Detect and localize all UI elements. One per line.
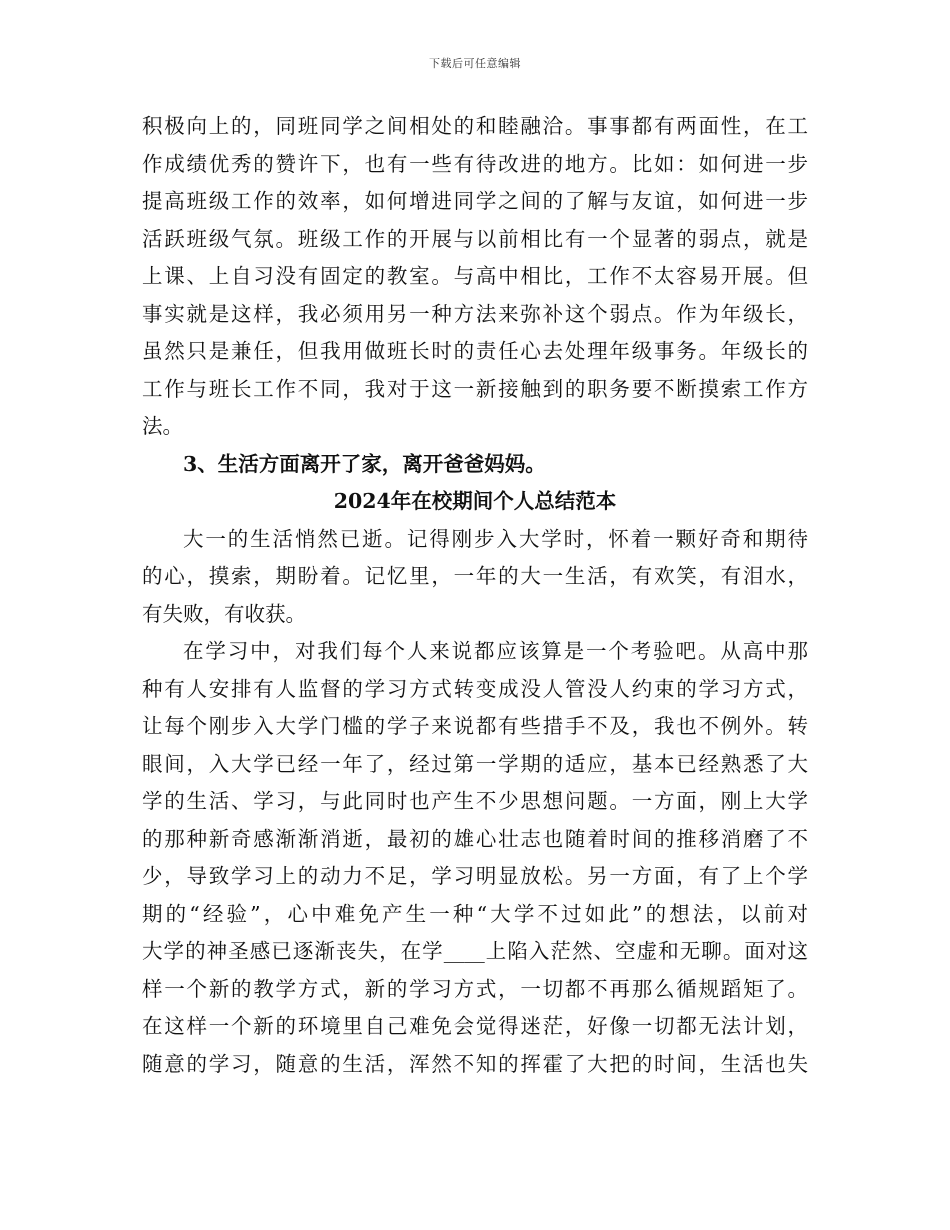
text-line: 期的“经验”，心中难免产生一种“大学不过如此”的想法，以前对 [142,901,808,926]
document-body [142,108,808,1083]
text-line: 法。 [142,414,183,438]
text-line: 的心，摸索，期盼着。记忆里，一年的大一生活，有欢笑，有泪水， [142,564,808,588]
text-line: 作成绩优秀的赞许下，也有一些有待改进的地方。比如：如何进一步 [142,151,808,176]
text-line: 大一的生活悄然已逝。记得刚步入大学时，怀着一颗好奇和期待 [183,526,808,551]
text-line: 少，导致学习上的动力不足，学习明显放松。另一方面，有了上个学 [142,864,808,888]
text-line: 3、生活方面离开了家，离开爸爸妈妈。 [183,451,546,476]
text-line: 工作与班长工作不同，我对于这一新接触到的职务要不断摸索工作方 [142,376,808,401]
text-line: 样一个新的教学方式，新的学习方式，一切都不再那么循规蹈矩了。 [142,976,808,1001]
text-line: 有失败，有收获。 [142,601,306,626]
text-line: 在学习中，对我们每个人来说都应该算是一个考验吧。从高中那 [183,639,808,663]
text-line: 学的生活、学习，与此同时也产生不少思想问题。一方面，刚上大学 [142,789,808,813]
text-line: 大学的神圣感已逐渐丧失，在学____上陷入茫然、空虚和无聊。面对这 [142,939,808,963]
text-line: 种有人安排有人监督的学习方式转变成没人管没人约束的学习方式， [142,676,808,701]
text-line: 虽然只是兼任，但我用做班长时的责任心去处理年级事务。年级长的 [142,339,808,363]
text-line: 提高班级工作的效率，如何增进同学之间的了解与友谊，如何进一步 [142,189,808,213]
text-line: 在这样一个新的环境里自己难免会觉得迷茫，好像一切都无法计划， [142,1014,808,1038]
text-line: 上课、上自习没有固定的教室。与高中相比，工作不太容易开展。但 [142,264,808,288]
text-line: 随意的学习，随意的生活，浑然不知的挥霍了大把的时间，生活也失 [142,1051,808,1076]
text-line: 活跃班级气氛。班级工作的开展与以前相比有一个显著的弱点，就是 [142,226,808,251]
text-line: 的那种新奇感渐渐消逝，最初的雄心壮志也随着时间的推移消磨了不 [142,826,808,851]
text-line: 积极向上的，同班同学之间相处的和睦融洽。事事都有两面性，在工 [142,114,808,138]
section-title: 2024年在校期间个人总结范本 [333,489,617,513]
text-line: 眼间，入大学已经一年了，经过第一学期的适应，基本已经熟悉了大 [142,751,808,776]
page-header: 下载后可任意编辑 [429,57,521,70]
text-line: 让每个刚步入大学门槛的学子来说都有些措手不及，我也不例外。转 [142,714,808,738]
text-line: 事实就是这样，我必须用另一种方法来弥补这个弱点。作为年级长， [142,301,808,326]
